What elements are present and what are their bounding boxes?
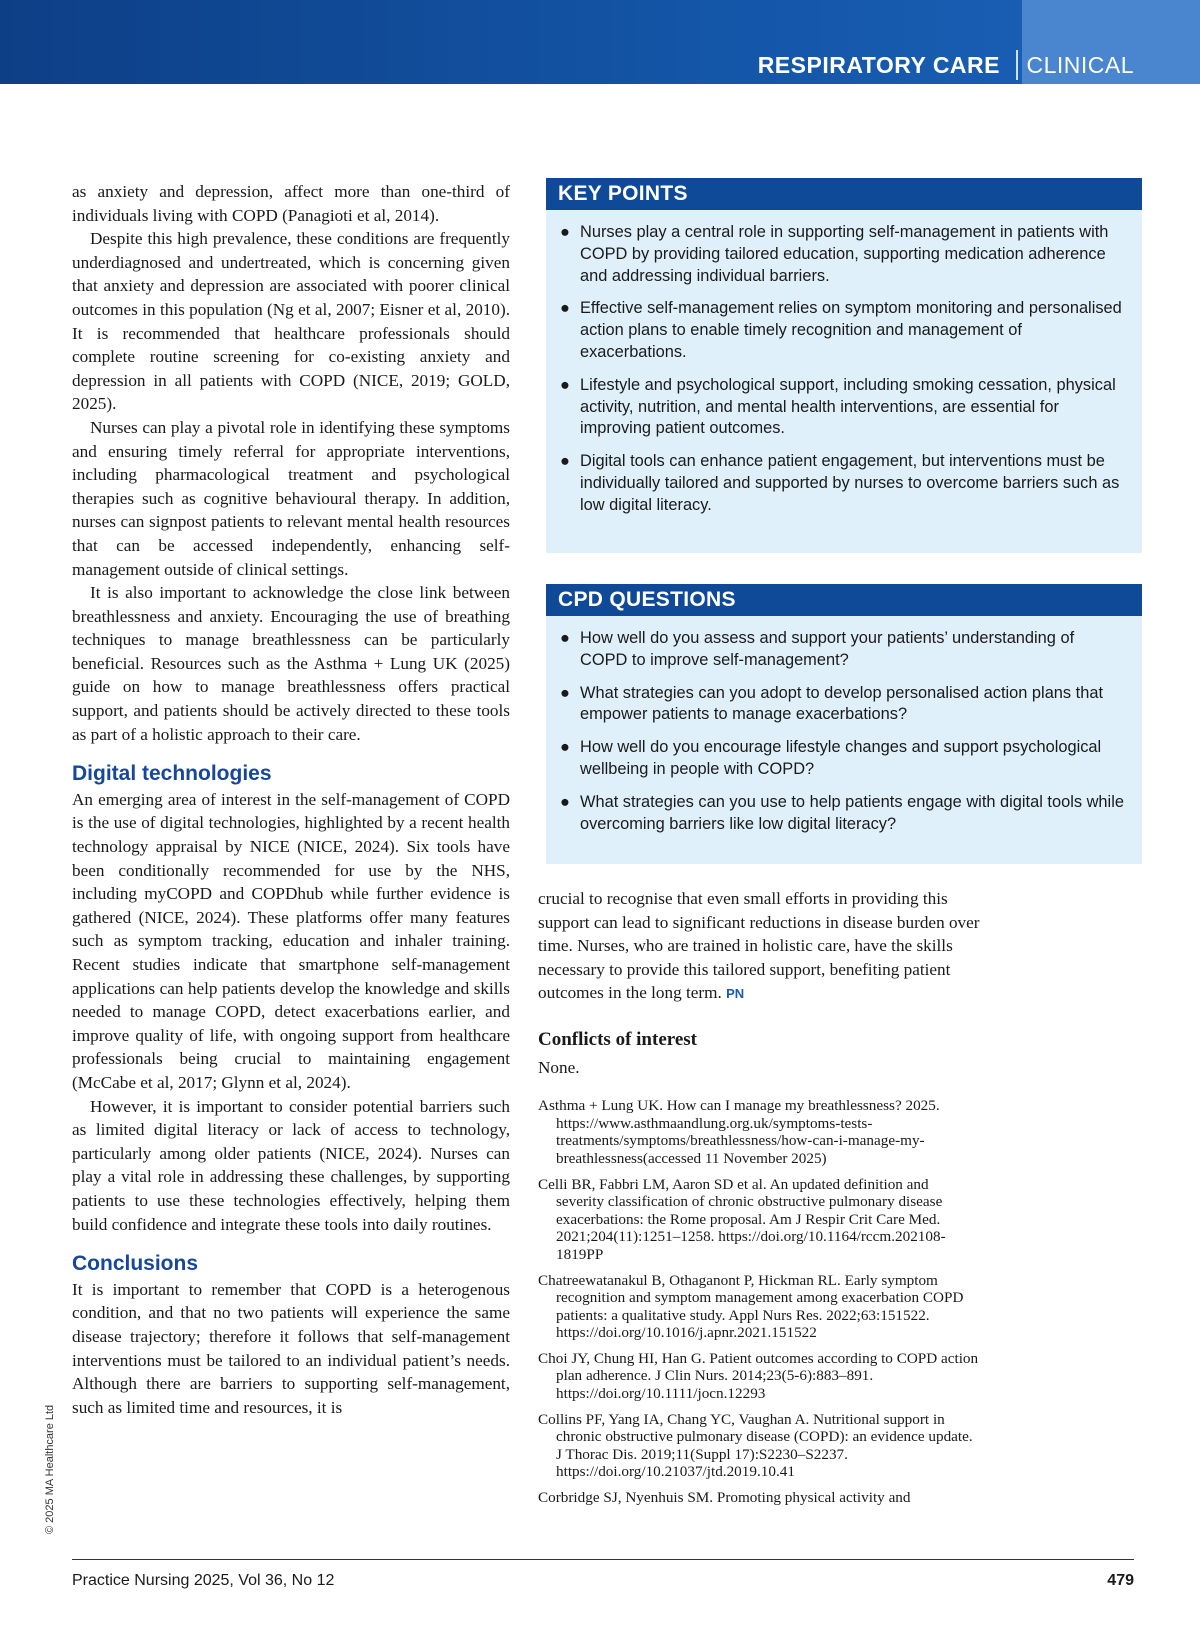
bullet-icon: ● (560, 738, 570, 757)
end-mark: PN (726, 986, 745, 1002)
bullet-icon: ● (560, 375, 570, 394)
list-item: ● What strategies can you adopt to develop personalised action plans that empower patients to manage exacerbations? (560, 683, 1104, 724)
list-item: ● How well do you assess and support your patients’ understanding of COPD to improve self-management? (560, 629, 1075, 669)
section-title: RESPIRATORY CARE (757, 52, 1000, 78)
reference-item: Chatreewatanakul B, Othaganont P, Hickman RL. Early symptom recognition and symptom management among exacerbation COPD patients: a qualitative study. Appl Nurs Res. 2022;63:151522. https://doi.org/10.1016/j.apnr.2021.151522 (538, 1271, 964, 1342)
cpd-questions-box (546, 584, 1142, 864)
section-heading-digital: Digital technologies (72, 762, 272, 786)
bullet-icon: ● (560, 452, 570, 471)
key-points-list (546, 210, 1142, 540)
paragraph: Despite this high prevalence, these conditions are frequently underdiagnosed and undertreated, which is concerning given that anxiety and depression are associated with poorer clinical outcomes in this population (Ng et al, 2007; Eisner et al, 2010). It is recommended that healthcare professionals should complete routine screening for co-existing anxiety and depression in all patients with COPD (NICE, 2019; GOLD, 2025). (72, 229, 510, 414)
paragraph: It is important to remember that COPD is a heterogenous condition, and that no two patients will experience the same disease trajectory; therefore it follows that self-management interventions must be tailored to an individual patient’s needs. Although there are barriers to supporting self-management, such as limited time and resources, it is (72, 1279, 510, 1417)
footer-rule (72, 1559, 1134, 1560)
reference-item: Corbridge SJ, Nyenhuis SM. Promoting physical activity and (538, 1489, 911, 1507)
reference-item: Asthma + Lung UK. How can I manage my breathlessness? 2025. https://www.asthmaandlung.org.uk/symptoms-tests-treatments/symptoms/breathlessness/how-can-i-manage-my-breathlessness(accessed 11 November 2025) (538, 1097, 940, 1167)
paragraph: An emerging area of interest in the self-management of COPD is the use of digital technologies, highlighted by a recent health technology appraisal by NICE (NICE, 2024). Six tools have been conditionally recommended for use by the NHS, including myCOPD and COPDhub while further evidence is gathered (NICE, 2024). These platforms offer many features such as symptom tracking, education and inhaler training. Recent studies indicate that smartphone self-management applications can help patients develop the knowledge and skills needed to manage COPD, detect exacerbations earlier, and improve quality of life, with ongoing support from healthcare professionals being crucial to maintaining engagement (McCabe et al, 2017; Glynn et al, 2024). (72, 789, 510, 1092)
reference-item: Celli BR, Fabbri LM, Aaron SD et al. An updated definition and severity classification of chronic obstructive pulmonary disease exacerbations: the Rome proposal. Am J Respir Crit Care Med. 2021;204(11):1251–1258. https://doi.org/10.1164/rccm.202108-1819PP (538, 1175, 946, 1263)
reference-list (538, 1097, 980, 1506)
key-points-title: KEY POINTS (546, 178, 1142, 210)
conflicts-text: None. (538, 1057, 580, 1077)
list-item: ● Nurses play a central role in supporting self-management in patients with COPD by providing tailored education, supporting medication adherence and addressing individual barriers. (560, 223, 1109, 285)
list-item: ● Digital tools can enhance patient engagement, but interventions must be individually tailored and supported by nurses to overcome barriers such as low digital literacy. (560, 452, 1120, 514)
paragraph (538, 887, 980, 1006)
list-item: ● Effective self-management relies on symptom monitoring and personalised action plans to enable timely recognition and management of exacerbations. (560, 299, 1122, 361)
left-column (72, 180, 510, 1419)
bullet-icon: ● (560, 792, 570, 811)
bullet-icon: ● (560, 629, 570, 647)
list-item: ● What strategies can you use to help patients engage with digital tools while overcoming barriers like low digital literacy? (560, 792, 1124, 833)
paragraph: as anxiety and depression, affect more than one-third of individuals living with COPD (Panagioti et al, 2014). (72, 182, 510, 225)
bullet-icon: ● (560, 683, 570, 702)
copyright-notice: © 2025 MA Healthcare Ltd (44, 1404, 56, 1534)
bullet-icon: ● (560, 223, 570, 241)
section-subtitle: CLINICAL (1026, 52, 1134, 78)
header-divider (1016, 50, 1018, 80)
paragraph: However, it is important to consider potential barriers such as limited digital literacy or lack of access to technology, particularly among older patients (NICE, 2024). Nurses can play a vital role in addressing these challenges, by supporting patients to use these technologies effectively, helping them build confidence and integrate these tools into daily routines. (72, 1096, 510, 1234)
page-number: 479 (1107, 1572, 1134, 1589)
header-bar (0, 0, 1200, 84)
section-heading-conclusions: Conclusions (72, 1252, 199, 1276)
continuation-text: crucial to recognise that even small efforts in providing this support can lead to significant reductions in disease burden over time. Nurses, who are trained in holistic care, have the skills necessary to provide this tailored support, benefiting patient outcomes in the long term. (538, 889, 980, 1003)
cpd-questions-title: CPD QUESTIONS (546, 584, 1142, 616)
right-column (538, 887, 980, 1515)
bullet-icon: ● (560, 299, 570, 318)
list-item: ● How well do you encourage lifestyle changes and support psychological wellbeing in people with COPD? (560, 738, 1102, 778)
cpd-questions-list (546, 616, 1142, 858)
paragraph: Nurses can play a pivotal role in identifying these symptoms and ensuring timely referral for appropriate interventions, including pharmacological treatment and psychological therapies such as cognitive behavioural therapy. In addition, nurses can signpost patients to relevant mental health resources that can be accessed independently, enhancing self-management outside of clinical settings. (72, 417, 510, 579)
journal-citation: Practice Nursing 2025, Vol 36, No 12 (72, 1572, 335, 1589)
list-item: ● Lifestyle and psychological support, including smoking cessation, physical activity, nutrition, and mental health interventions, are essential for improving patient outcomes. (560, 375, 1116, 438)
key-points-box (546, 178, 1142, 553)
reference-item: Collins PF, Yang IA, Chang YC, Vaughan A. Nutritional support in chronic obstructive pulmonary disease (COPD): an evidence update. J Thorac Dis. 2019;11(Suppl 17):S2230–S2237. https://doi.org/10.21037/jtd.2019.10.41 (538, 1410, 973, 1481)
reference-item: Choi JY, Chung HI, Han G. Patient outcomes according to COPD action plan adherence. J Clin Nurs. 2014;23(5-6):883–891. https://doi.org/10.1111/jocn.12293 (538, 1349, 979, 1403)
paragraph: It is also important to acknowledge the close link between breathlessness and anxiety. Encouraging the use of breathing techniques to manage breathlessness can be particularly beneficial. Resources such as the Asthma + Lung UK (2025) guide on how to manage breathlessness offers practical support, and patients should be actively directed to these tools as part of a holistic approach to their care. (72, 583, 510, 744)
conflicts-heading: Conflicts of interest (538, 1028, 698, 1050)
